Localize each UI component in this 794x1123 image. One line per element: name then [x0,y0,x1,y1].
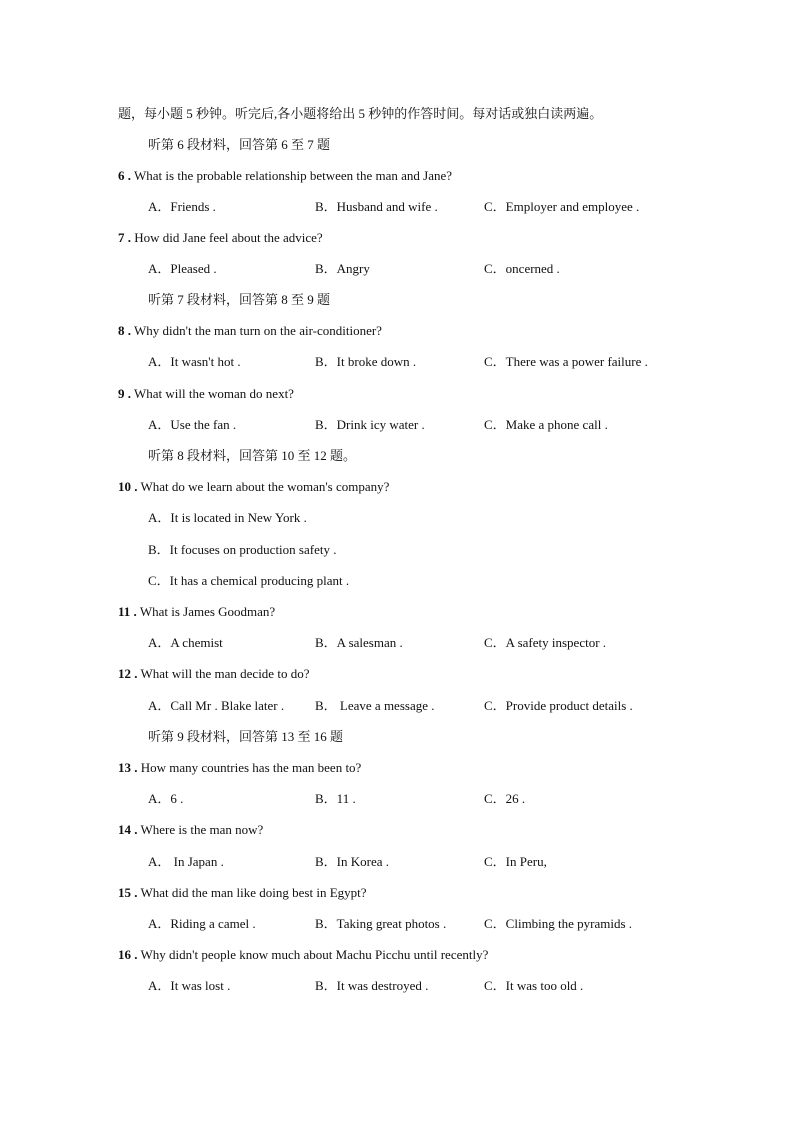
question-text: What do we learn about the woman's company? [140,479,390,494]
question-number: 8 . [118,323,131,338]
option-c: C．In Peru, [484,854,547,869]
section-heading-9: 听第 9 段材料，回答第 13 至 16 题 [148,729,344,744]
section-heading-7: 听第 7 段材料，回答第 8 至 9 题 [148,292,331,307]
option-a: A．It is located in New York . [148,510,307,525]
option-b: B．It focuses on production safety . [148,542,337,557]
question-14 [118,822,263,838]
option-b: B．It broke down . [315,354,417,369]
question-8 [118,323,382,339]
option-c: C．Climbing the pyramids . [484,916,633,931]
option-b: B．Taking great photos . [315,916,447,931]
option-b: B．It was destroyed . [315,978,429,993]
question-10 [118,479,389,495]
question-13 [118,760,361,776]
question-6 [118,168,452,184]
option-a: A．Friends . [148,199,216,214]
option-c: C．Employer and employee . [484,199,640,214]
option-b: B．A salesman . [315,635,403,650]
option-a: A．Call Mr . Blake later . [148,698,285,713]
option-c: C．Make a phone call . [484,417,608,432]
option-a: A．Riding a camel . [148,916,256,931]
question-16 [118,947,488,963]
option-a: A． In Japan . [148,854,224,869]
question-number: 16 . [118,947,138,962]
question-number: 6 . [118,168,131,183]
question-text: Why didn't people know much about Machu Picchu until recently? [140,947,489,962]
question-7 [118,230,323,246]
option-a: A．Pleased . [148,261,217,276]
instructions-text: 题，每小题 5 秒钟。听完后,各小题将给出 5 秒钟的作答时间。每对话或独白读两遍。 [118,106,603,121]
section-heading-6: 听第 6 段材料，回答第 6 至 7 题 [148,137,331,152]
option-c: C．It was too old . [484,978,584,993]
option-b: B．Husband and wife . [315,199,438,214]
question-9 [118,386,294,402]
question-number: 15 . [118,885,138,900]
option-b: B．11 . [315,791,356,806]
question-text: Where is the man now? [140,822,264,837]
option-b: B．Angry [315,261,370,276]
question-text: What will the man decide to do? [140,666,310,681]
question-text: How did Jane feel about the advice? [134,230,323,245]
question-number: 10 . [118,479,138,494]
option-c: C．oncerned . [484,261,560,276]
question-text: What will the woman do next? [134,386,294,401]
section-heading-8: 听第 8 段材料，回答第 10 至 12 题。 [148,448,357,463]
question-number: 12 . [118,666,138,681]
question-number: 7 . [118,230,131,245]
question-text: Why didn't the man turn on the air-conditioner? [134,323,382,338]
option-b: B．Drink icy water . [315,417,425,432]
question-11 [118,604,275,620]
question-number: 14 . [118,822,138,837]
question-15 [118,885,367,901]
option-a: A．A chemist [148,635,223,650]
question-number: 13 . [118,760,138,775]
question-text: What is the probable relationship between the man and Jane? [134,168,453,183]
question-number: 11 . [118,604,137,619]
option-c: C．Provide product details . [484,698,633,713]
option-a: A．Use the fan . [148,417,237,432]
option-a: A．6 . [148,791,184,806]
option-c: C．26 . [484,791,526,806]
option-c: C．It has a chemical producing plant . [148,573,350,588]
option-b: B． Leave a message . [315,698,435,713]
question-text: What is James Goodman? [139,604,276,619]
question-number: 9 . [118,386,131,401]
option-c: C．A safety inspector . [484,635,607,650]
option-b: B．In Korea . [315,854,390,869]
option-c: C．There was a power failure . [484,354,648,369]
option-a: A．It wasn't hot . [148,354,241,369]
option-a: A．It was lost . [148,978,231,993]
question-12 [118,666,309,682]
question-text: What did the man like doing best in Egypt? [140,885,367,900]
question-text: How many countries has the man been to? [140,760,362,775]
